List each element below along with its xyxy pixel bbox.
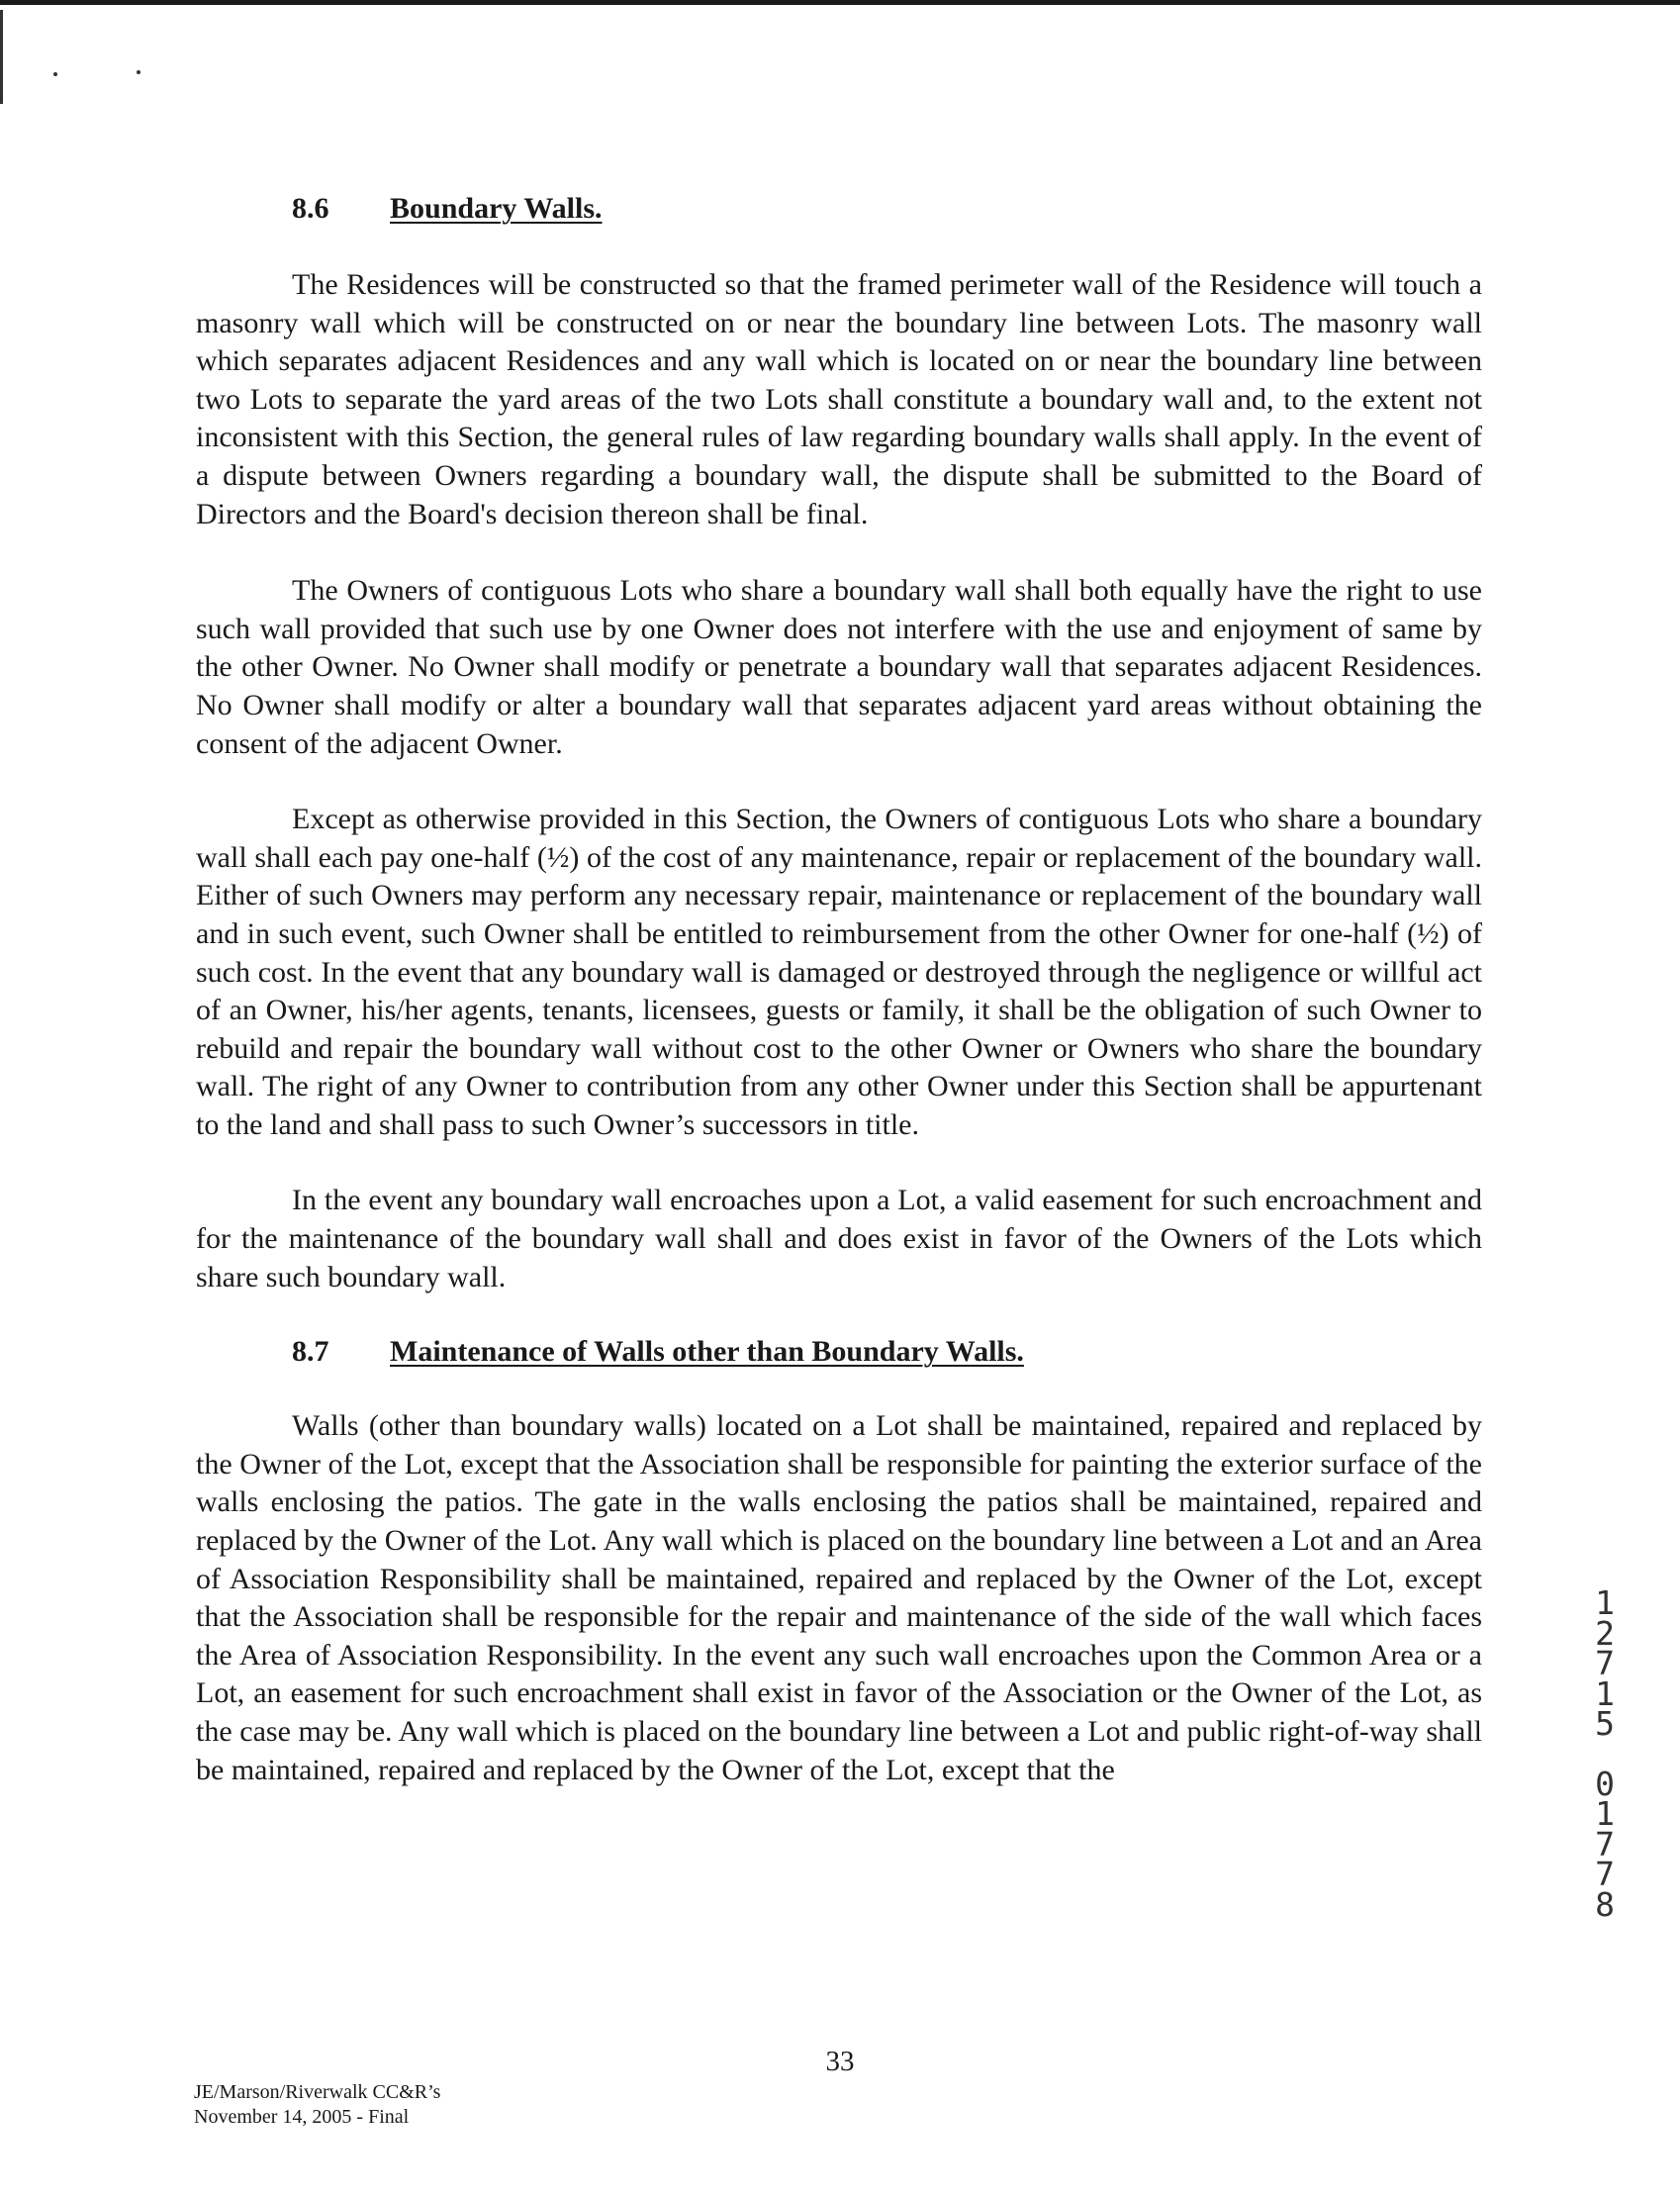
stamp-digit: 2 bbox=[1595, 1613, 1615, 1653]
scan-speck bbox=[53, 72, 57, 76]
stamp-digit: 1 bbox=[1595, 1583, 1615, 1622]
scan-speck bbox=[137, 70, 140, 74]
stamp-digit: 1 bbox=[1595, 1673, 1615, 1713]
paragraph: The Owners of contiguous Lots who share a boundary wall shall both equally have the right to use such wall provided that such use by one Owner does not interfere with the use and enjoyment of same by the other Owner. No Owner shall modify or penetrate a boundary wall that separates adjacent Residences. No Owner shall modify or alter a boundary wall that separates adjacent yard areas without obtaining the consent of the adjacent Owner. bbox=[196, 574, 1482, 760]
stamp-digit: 0 bbox=[1595, 1764, 1615, 1803]
footer-line: JE/Marson/Riverwalk CC&R’s bbox=[194, 2081, 441, 2103]
section-title: Maintenance of Walls other than Boundary Walls. bbox=[390, 1335, 1024, 1369]
stamp-digit: 8 bbox=[1595, 1884, 1615, 1924]
paragraph: The Residences will be constructed so that the framed perimeter wall of the Residence will touch a masonry wall which will be constructed on or near the boundary line between Lots. The masonry wall which separates adjacent Residences and any wall which is located on or near the boundary line between two Lots to separate the yard areas of the two Lots shall constitute a boundary wall and, to the extent not inconsistent with this Section, the general rules of law regarding boundary walls shall apply. In the event of a dispute between Owners regarding a boundary wall, the dispute shall be submitted to the Board of Directors and the Board's decision thereon shall be final. bbox=[196, 268, 1482, 530]
scan-edge-left bbox=[0, 10, 3, 104]
paragraph: In the event any boundary wall encroaches upon a Lot, a valid easement for such encroachment and for the maintenance of the boundary wall shall and does exist in favor of the Owners of the Lots which share such boundary wall. bbox=[196, 1184, 1482, 1293]
section-heading bbox=[196, 190, 1482, 230]
paragraph: Walls (other than boundary walls) located on a Lot shall be maintained, repaired and replaced by the Owner of the Lot, except that the Association shall be responsible for painting the exterior surface of the walls enclosing the patios. The gate in the walls enclosing the patios shall be maintained, repaired and replaced by the Owner of the Lot. Any wall which is placed on the boundary line between a Lot and an Area of Association Responsibility shall be maintained, repaired and replaced by the Owner of the Lot, except that the Association shall be responsible for the repair and maintenance of the side of the wall which faces the Area of Association Responsibility. In the event any such wall encroaches upon the Common Area or a Lot, an easement for such encroachment shall exist in favor of the Association or the Owner of the Lot, as the case may be. Any wall which is placed on the boundary line between a Lot and public right-of-way shall be maintained, repaired and replaced by the Owner of the Lot, except that the bbox=[196, 1409, 1482, 1786]
section-number: 8.6 bbox=[292, 192, 329, 225]
page-number: 33 bbox=[825, 2046, 855, 2077]
footer bbox=[194, 2080, 440, 2130]
section-number: 8.7 bbox=[292, 1335, 329, 1369]
paragraph: Except as otherwise provided in this Section, the Owners of contiguous Lots who share a boundary wall shall each pay one-half (½) of the cost of any maintenance, repair or replacement of the boundary wall. Either of such Owners may perform any necessary repair, maintenance or replacement of the boundary wall and in such event, such Owner shall be entitled to reimbursement from the other Owner for one-half (½) of such cost. In the event that any boundary wall is damaged or destroyed through the negligence or willful act of an Owner, his/her agents, tenants, licensees, guests or family, it shall be the obligation of such Owner to rebuild and repair the boundary wall without cost to the other Owner or Owners who share the boundary wall. The right of any Owner to contribution from any other Owner under this Section shall be appurtenant to the land and shall pass to such Owner’s successors in title. bbox=[196, 803, 1482, 1141]
section-heading bbox=[196, 1333, 1482, 1373]
stamp-digit: 1 bbox=[1595, 1794, 1615, 1833]
stamp-digit: 7 bbox=[1595, 1855, 1615, 1893]
stamp-digit: 7 bbox=[1595, 1644, 1615, 1682]
recording-stamp bbox=[1590, 1583, 1620, 1924]
scan-edge-top bbox=[0, 0, 1680, 5]
document-body bbox=[196, 186, 1482, 1789]
footer-line: November 14, 2005 - Final bbox=[194, 2106, 410, 2128]
stamp-digit: 7 bbox=[1595, 1824, 1615, 1864]
section-title: Boundary Walls. bbox=[390, 192, 603, 225]
stamp-digit: 5 bbox=[1595, 1704, 1615, 1743]
